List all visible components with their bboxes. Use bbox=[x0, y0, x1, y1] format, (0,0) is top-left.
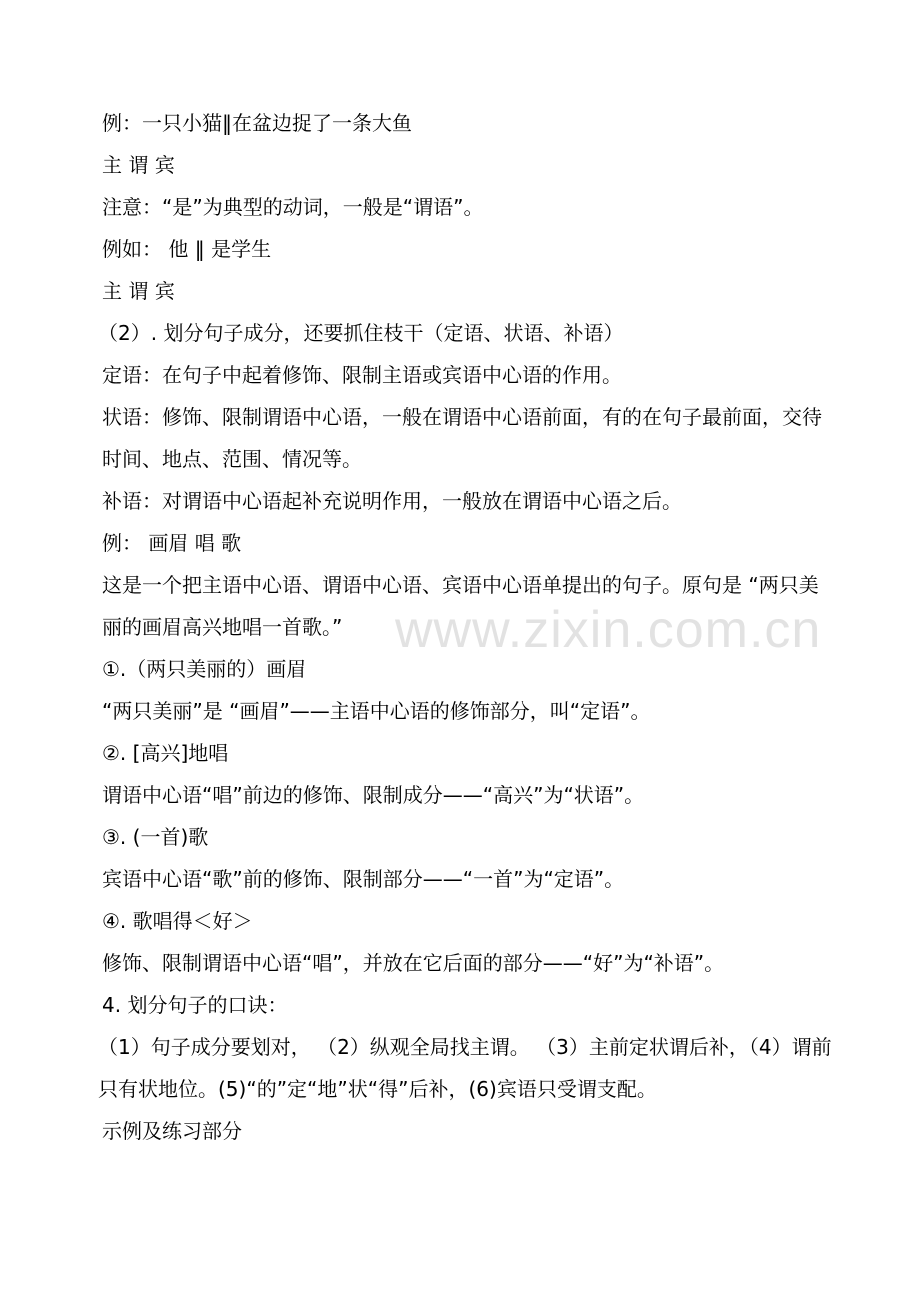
grammar-role-line: 主 谓 宾 bbox=[102, 153, 175, 177]
example-line: 例如： 他 ‖ 是学生 bbox=[102, 237, 272, 261]
rhyme-paragraph: （1）句子成分要划对， （2）纵观全局找主谓。 （3）主前定状谓后补，（4）谓前只有状地位。(5)“的”定“地”状“得”后补，(6)宾语只受谓支配。 bbox=[98, 1035, 832, 1101]
document-body bbox=[98, 102, 832, 1152]
list-item: ②. [高兴]地唱 bbox=[102, 741, 229, 765]
explanation-line: 宾语中心语“歌”前的修饰、限制部分——“一首”为“定语”。 bbox=[102, 867, 625, 891]
watermark-text: www.zixin.com.cn bbox=[395, 601, 822, 659]
section-heading: （2）. 划分句子成分，还要抓住枝干（定语、状语、补语） bbox=[98, 321, 624, 345]
example-line: 例：一只小猫‖在盆边捉了一条大鱼 bbox=[102, 111, 412, 135]
grammar-role-line: 主 谓 宾 bbox=[102, 279, 175, 303]
section-heading: 4. 划分句子的口诀： bbox=[102, 993, 288, 1017]
definition-line: 定语：在句子中起着修饰、限制主语或宾语中心语的作用。 bbox=[102, 363, 622, 387]
list-item: ④. 歌唱得＜好＞ bbox=[102, 909, 253, 933]
section-heading: 示例及练习部分 bbox=[102, 1119, 242, 1143]
explanation-line: “两只美丽”是 “画眉”——主语中心语的修饰部分，叫“定语”。 bbox=[102, 699, 651, 723]
definition-line: 补语：对谓语中心语起补充说明作用，一般放在谓语中心语之后。 bbox=[102, 489, 682, 513]
list-item: ③. (一首)歌 bbox=[102, 825, 209, 849]
note-line: 注意：“是”为典型的动词，一般是“谓语”。 bbox=[102, 195, 484, 219]
definition-line: 状语：修饰、限制谓语中心语，一般在谓语中心语前面，有的在句子最前面，交待时间、地点、范围、情况等。 bbox=[102, 405, 822, 471]
list-item: ①.（两只美丽的）画眉 bbox=[102, 657, 307, 681]
explanation-line: 谓语中心语“唱”前边的修饰、限制成分——“高兴”为“状语”。 bbox=[102, 783, 645, 807]
explanation-line: 修饰、限制谓语中心语“唱”，并放在它后面的部分——“好”为“补语”。 bbox=[102, 951, 725, 975]
paragraph: 这是一个把主语中心语、谓语中心语、宾语中心语单提出的句子。原句是 “两只美丽的画眉高兴地唱一首歌。” bbox=[102, 573, 819, 639]
example-line: 例： 画眉 唱 歌 bbox=[102, 531, 242, 555]
